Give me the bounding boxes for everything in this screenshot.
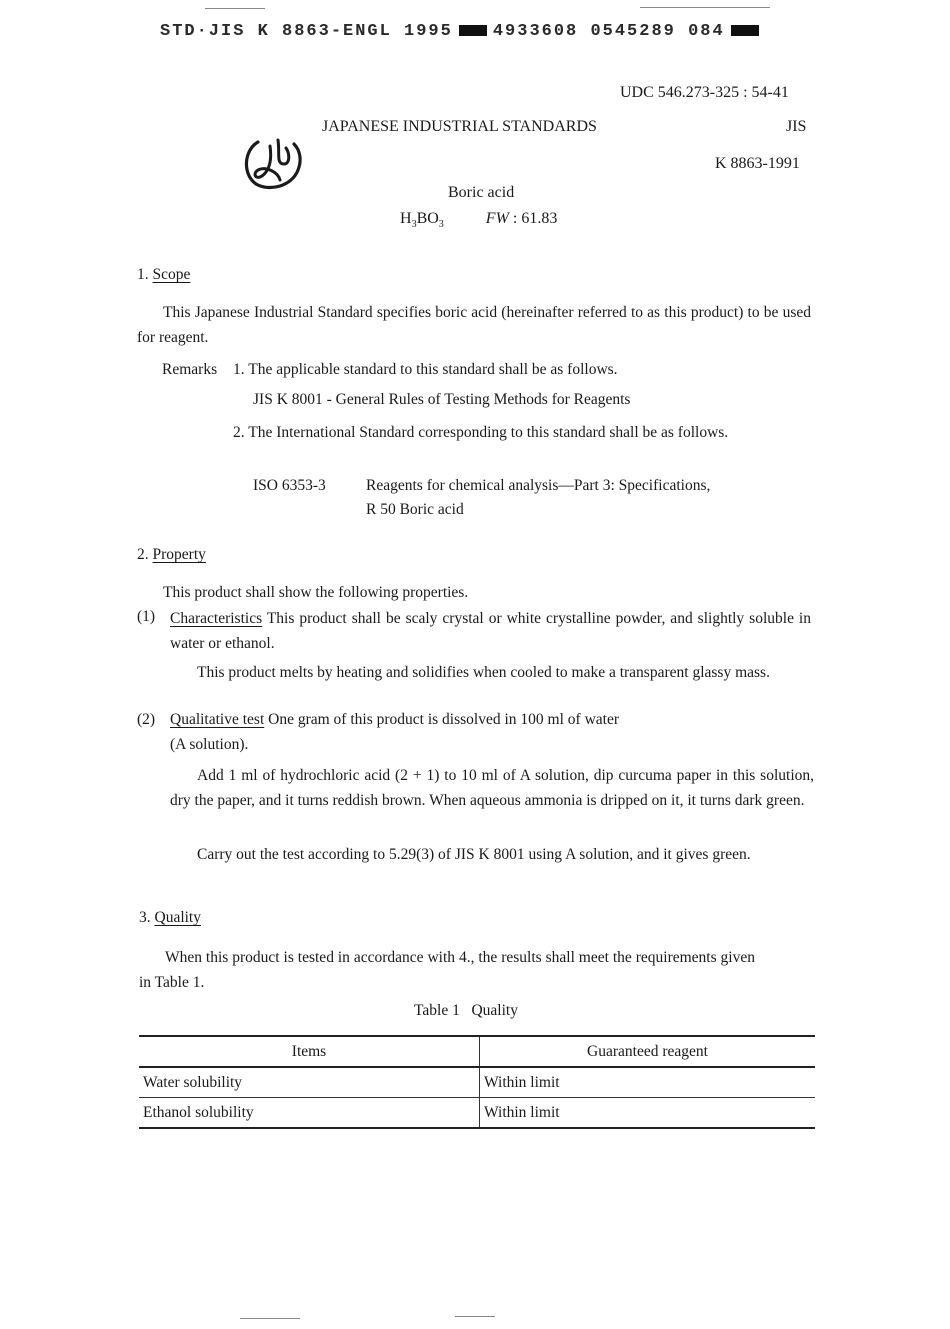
udc-number: UDC 546.273-325 : 54-41 — [620, 84, 789, 101]
formula-weight-label: FW — [485, 210, 509, 227]
table-caption: Table 1 Quality — [414, 1002, 518, 1019]
table-row — [139, 1098, 815, 1129]
table-cell: Within limit — [484, 1103, 560, 1121]
scan-speck — [240, 1318, 300, 1319]
property-item-2 — [170, 711, 619, 729]
scan-speck — [205, 8, 265, 9]
table-cell: Ethanol solubility — [139, 1098, 480, 1129]
qualitative-test-text: One gram of this product is dissolved in 100 ml of water — [268, 711, 619, 728]
property-item-1 — [170, 606, 811, 656]
remark-1-reference: JIS K 8001 - General Rules of Testing Methods for Reagents — [253, 391, 631, 408]
remark-2-reference-code: ISO 6353-3 — [253, 477, 326, 494]
remark-2-reference-line1: Reagents for chemical analysis—Part 3: Specifications, — [366, 477, 711, 494]
document-numbers: 4933608 0545289 084 — [492, 22, 725, 41]
characteristics-text: This product shall be scaly crystal or white crystalline powder, and slightly soluble in water or ethanol. — [170, 610, 811, 652]
scan-speck — [455, 1316, 495, 1317]
section-heading-scope: 1. Scope — [137, 266, 191, 283]
table-cell: Water solubility — [139, 1067, 480, 1098]
table-header-items: Items — [139, 1036, 480, 1067]
table-header-row — [139, 1036, 815, 1067]
quality-table — [139, 1035, 815, 1129]
characteristics-text-2: This product melts by heating and solidifies when cooled to make a transparent glassy mass. — [197, 664, 770, 681]
property-item-2-number: (2) — [137, 711, 156, 728]
document-code-line — [160, 22, 765, 41]
table-header-guaranteed-reagent: Guaranteed reagent — [587, 1042, 708, 1060]
chemical-formula: $H_3BO_3$ FW : 61.83 — [400, 210, 558, 231]
quality-paragraph: When this product is tested in accordance with 4., the results shall meet the requirements given in Table 1. — [139, 949, 755, 991]
section-heading-property: 2. Property — [137, 546, 206, 563]
black-bar-icon — [459, 25, 487, 36]
qualitative-test-text-3: Carry out the test according to 5.29(3) of JIS K 8001 using A solution, and it gives green. — [197, 846, 751, 863]
org-title: JAPANESE INDUSTRIAL STANDARDS — [322, 118, 597, 135]
qualitative-test-text-b: (A solution). — [170, 736, 249, 753]
jis-label: JIS — [786, 118, 807, 135]
remark-2: 2. The International Standard corresponding to this standard shall be as follows. — [233, 424, 729, 441]
table-cell: Within limit — [484, 1073, 560, 1091]
section-heading-quality: 3. Quality — [139, 909, 201, 926]
jis-logo-icon — [240, 130, 306, 192]
remarks-label: Remarks — [162, 361, 218, 378]
property-item-1-number: (1) — [137, 608, 156, 625]
document-title: Boric acid — [448, 184, 515, 201]
table-row — [139, 1067, 815, 1098]
characteristics-title: Characteristics — [170, 610, 263, 627]
qualitative-test-title: Qualitative test — [170, 711, 265, 728]
standard-number: K 8863-1991 — [715, 155, 800, 172]
remark-2-reference-line2: R 50 Boric acid — [366, 501, 464, 518]
scan-speck — [640, 7, 770, 8]
qualitative-test-text-2: Add 1 ml of hydrochloric acid (2 + 1) to 10 ml of A solution, dip curcuma paper in this solution, dry the paper, and it turns reddish brown. When aqueous ammonia is dripped on it, it turns dark green. — [170, 767, 814, 809]
document-code: STD·JIS K 8863-ENGL 1995 — [160, 22, 453, 41]
formula-weight-value: : 61.83 — [512, 210, 558, 227]
remark-1: 1. The applicable standard to this standard shall be as follows. — [233, 361, 618, 378]
scope-paragraph: This Japanese Industrial Standard specifies boric acid (hereinafter referred to as this product) to be used for reagent. — [137, 304, 811, 346]
black-bar-icon — [731, 25, 759, 36]
property-intro: This product shall show the following properties. — [163, 584, 469, 601]
